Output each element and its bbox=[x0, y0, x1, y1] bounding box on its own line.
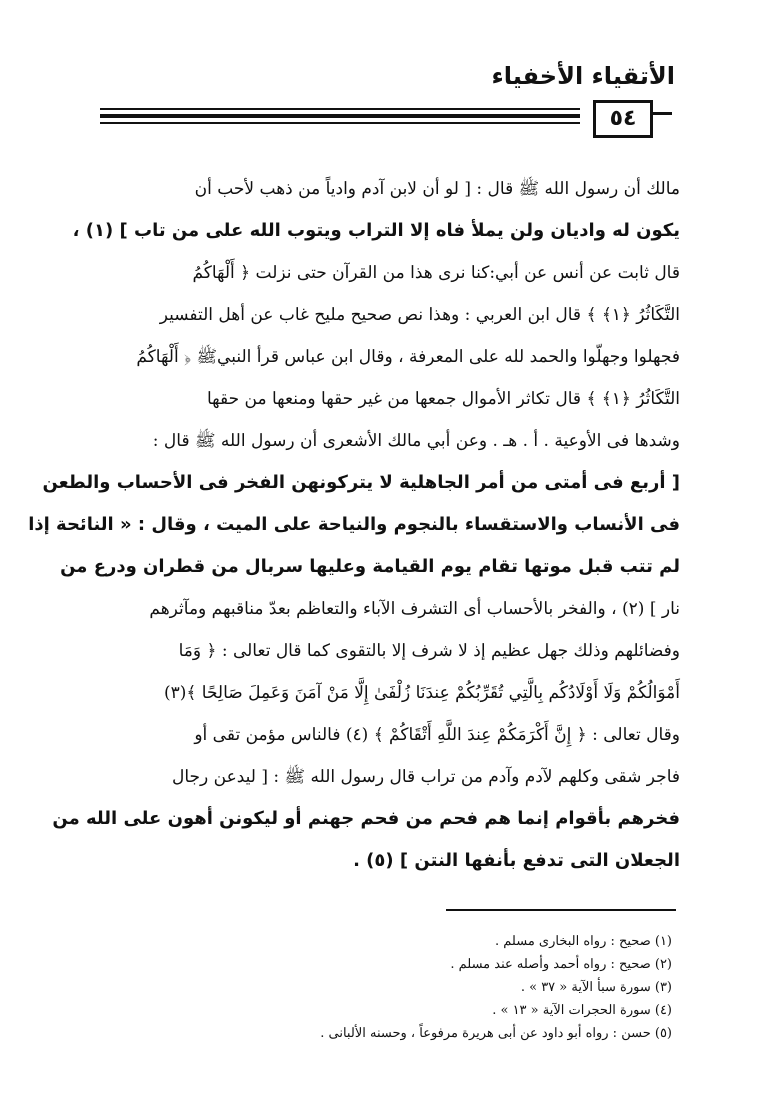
text-line: فى الأنساب والاستقساء بالنجوم والنياحة على الميت ، وقال : « النائحة إذا bbox=[28, 514, 680, 535]
text-line: مالك أن رسول الله ﷺ قال : [ لو أن لابن آدم وادياً من ذهب لأحب أن bbox=[194, 179, 680, 199]
text-line: قال ثابت عن أنس عن أبي:كنا نرى هذا من القرآن حتى نزلت ﴿ أَلْهَاكُمُ bbox=[192, 263, 680, 283]
text-line: نار ] (٢) ، والفخر بالأحساب أى التشرف الآباء والتعاظم بعدّ مناقبهم ومآثرهم bbox=[149, 599, 680, 619]
text-line: [ أربع فى أمتى من أمر الجاهلية لا يتركونهن الفخر فى الأحساب والطعن bbox=[42, 472, 680, 493]
text-line: التَّكَاثُرُ ﴿١﴾ ﴾ قال تكاثر الأموال جمعها من غير حقها ومنعها من حقها bbox=[207, 389, 680, 409]
text-line: أَمْوَالُكُمْ وَلَا أَوْلَادُكُم بِالَّتِي تُقَرِّبُكُمْ عِندَنَا زُلْفَىٰ إِلَّا مَنْ آمَنَ وَعَمِلَ صَالِحًا ﴾(٣) bbox=[164, 683, 680, 703]
text-line: يكون له واديان ولن يملأ فاه إلا التراب ويتوب الله على من تاب ] (١) ، bbox=[72, 220, 680, 241]
footnote-divider bbox=[446, 909, 676, 911]
text-line: فاجر شقى وكلهم لآدم وآدم من تراب قال رسول الله ﷺ : [ ليدعن رجال bbox=[172, 767, 680, 787]
page-number: ٥٤ bbox=[593, 100, 653, 138]
header-rule-thick bbox=[100, 114, 580, 118]
footnote: (٢) صحيح : رواه أحمد وأصله عند مسلم . bbox=[450, 957, 672, 972]
header-rule-top bbox=[100, 108, 580, 110]
text-line: وشدها فى الأوعية . أ . هـ . وعن أبي مالك الأشعرى أن رسول الله ﷺ قال : bbox=[152, 431, 680, 451]
header-rule-tail bbox=[650, 112, 672, 115]
footnote: (١) صحيح : رواه البخارى مسلم . bbox=[495, 934, 672, 949]
text-line: وقال تعالى : ﴿ إِنَّ أَكْرَمَكُمْ عِندَ اللَّهِ أَتْقَاكُمْ ﴾ (٤) فالناس مؤمن تقى أو bbox=[194, 725, 680, 745]
body-text bbox=[28, 168, 680, 882]
footnote: (٥) حسن : رواه أبو داود عن أبى هريرة مرفوعاً ، وحسنه الألبانى . bbox=[320, 1026, 672, 1041]
text-line: لم تتب قبل موتها تقام يوم القيامة وعليها سربال من قطران ودرع من bbox=[60, 556, 680, 577]
text-line: فخرهم بأقوام إنما هم فحم من فحم جهنم أو ليكونن أهون على الله من bbox=[52, 808, 680, 829]
footnotes bbox=[300, 930, 672, 1045]
text-line: وفضائلهم وذلك جهل عظيم إذ لا شرف إلا بالتقوى كما قال تعالى : ﴿ وَمَا bbox=[178, 641, 680, 661]
text-line: الجعلان التى تدفع بأنفها النتن ] (٥) . bbox=[353, 850, 680, 871]
header-rule-bottom bbox=[100, 122, 580, 124]
running-title: الأتقياء الأخفياء bbox=[491, 62, 675, 90]
footnote: (٤) سورة الحجرات الآية « ١٣ » . bbox=[492, 1003, 672, 1018]
text-line: فجهلوا وجهلّوا والحمد لله على المعرفة ، وقال ابن عباس قرأ النبيﷺ ﴿ أَلْهَاكُمُ bbox=[136, 347, 680, 367]
footnote: (٣) سورة سبأ الآية « ٣٧ » . bbox=[520, 980, 672, 995]
text-line: التَّكَاثُرُ ﴿١﴾ ﴾ قال ابن العربي : وهذا نص صحيح مليح غاب عن أهل التفسير bbox=[159, 305, 680, 325]
